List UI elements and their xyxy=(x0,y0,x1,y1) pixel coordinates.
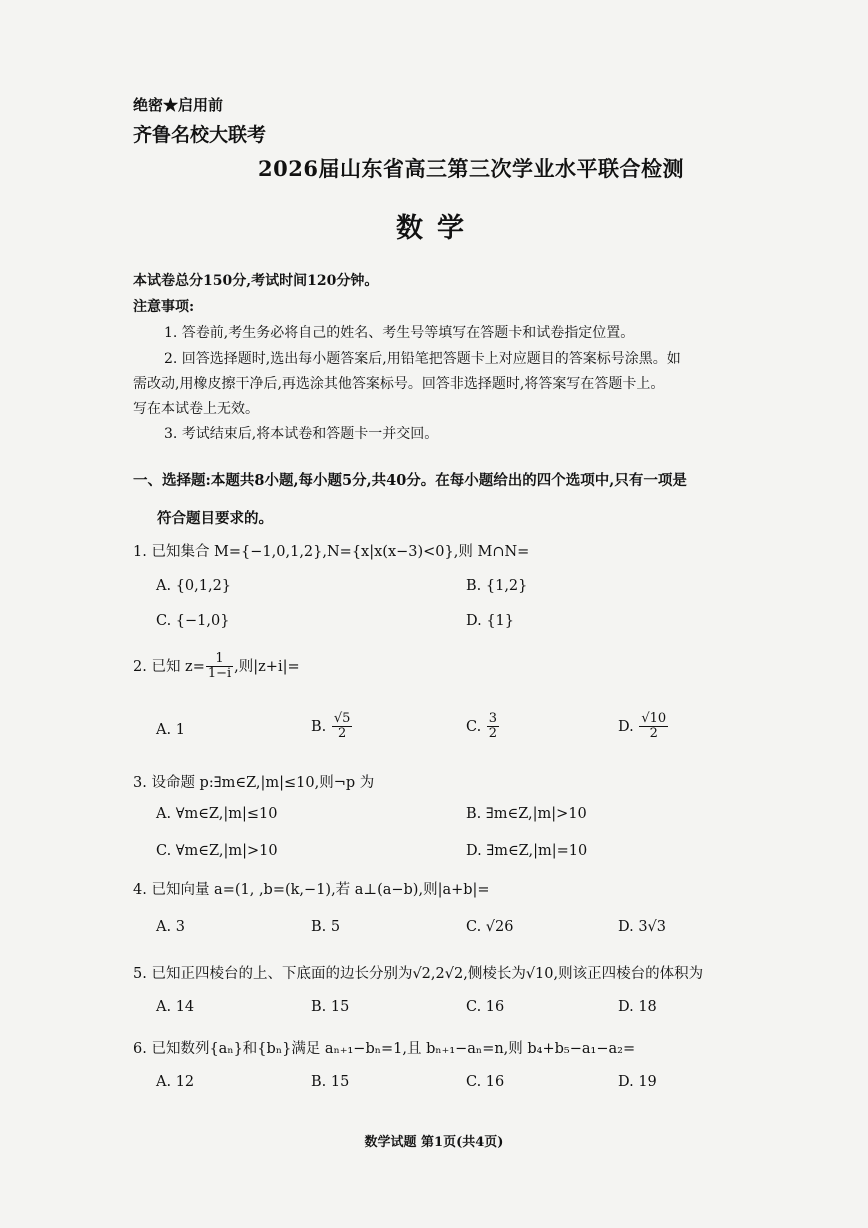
question-2-fraction-num: 1 xyxy=(206,652,233,667)
question-6-stem: 6. 已知数列{aₙ}和{bₙ}满足 aₙ₊₁−bₙ=1,且 bₙ₊₁−aₙ=n,则 b₄+b₅−a₁−a₂= xyxy=(133,1041,636,1057)
question-2-option-c-fraction xyxy=(487,712,499,742)
notice-title: 注意事项: xyxy=(133,299,195,315)
question-5-option-a: A. 14 xyxy=(156,999,195,1015)
option-c-label: C. xyxy=(466,718,482,735)
fraction-num: √5 xyxy=(333,711,351,726)
question-3-option-a: A. ∀m∈Z,|m|≤10 xyxy=(156,806,278,822)
question-3-option-b: B. ∃m∈Z,|m|>10 xyxy=(466,806,587,822)
exam-union-name: 齐鲁名校大联考 xyxy=(133,124,267,146)
note-2-end: 写在本试卷上无效。 xyxy=(133,401,259,417)
question-2-fraction-den: 1−i xyxy=(207,666,232,682)
fraction-den: 2 xyxy=(649,726,658,742)
question-2-stem-pre: 2. 已知 z= xyxy=(133,658,205,675)
question-2-stem-post: ,则|z+i|= xyxy=(234,658,300,675)
fraction-den: 2 xyxy=(338,726,347,742)
fraction-den: 2 xyxy=(488,726,498,742)
question-1-option-a: A. {0,1,2} xyxy=(156,578,232,594)
note-2: 2. 回答选择题时,选出每小题答案后,用铅笔把答题卡上对应题目的答案标号涂黑。如 xyxy=(164,351,681,367)
question-1-option-b: B. {1,2} xyxy=(466,578,528,594)
question-4-stem: 4. 已知向量 a=(1, ,b=(k,−1),若 a⊥(a−b),则|a+b|= xyxy=(133,882,490,898)
question-3-option-c: C. ∀m∈Z,|m|>10 xyxy=(156,843,278,859)
question-6-option-a: A. 12 xyxy=(156,1074,195,1090)
question-4-option-a: A. 3 xyxy=(156,919,185,935)
question-5-option-b: B. 15 xyxy=(311,999,350,1015)
question-4-option-b: B. 5 xyxy=(311,919,341,935)
question-5-stem: 5. 已知正四棱台的上、下底面的边长分别为√2,2√2,侧棱长为√10,则该正四棱台的体积为 xyxy=(133,966,704,982)
fraction-num: √10 xyxy=(641,711,667,726)
secret-label: 绝密★启用前 xyxy=(133,96,224,114)
exam-title: 2026届山东省高三第三次学业水平联合检测 xyxy=(258,156,684,181)
question-5-option-c: C. 16 xyxy=(466,999,505,1015)
question-2-option-c xyxy=(466,712,500,742)
question-6-option-d: D. 19 xyxy=(618,1074,657,1090)
note-1: 1. 答卷前,考生务必将自己的姓名、考生号等填写在答题卡和试卷指定位置。 xyxy=(164,325,635,341)
question-2-stem xyxy=(133,652,300,682)
fraction-num: 3 xyxy=(488,711,498,726)
question-2-option-d-fraction xyxy=(639,712,668,742)
subject-title: 数学 xyxy=(396,213,478,244)
question-2-option-a: A. 1 xyxy=(156,722,185,738)
question-6-option-b: B. 15 xyxy=(311,1074,350,1090)
question-4-option-d: D. 3√3 xyxy=(618,919,667,935)
question-5-option-d: D. 18 xyxy=(618,999,657,1015)
section-heading-cont: 符合题目要求的。 xyxy=(157,510,273,527)
question-4-option-c: C. √26 xyxy=(466,919,514,935)
question-3-stem: 3. 设命题 p:∃m∈Z,|m|≤10,则¬p 为 xyxy=(133,775,375,791)
question-2-option-b xyxy=(311,712,353,742)
option-b-label: B. xyxy=(311,718,327,735)
section-heading: 一、选择题:本题共8小题,每小题5分,共40分。在每小题给出的四个选项中,只有一项是 xyxy=(133,472,687,489)
page-footer: 数学试题 第1页(共4页) xyxy=(364,1135,504,1150)
question-1-option-d: D. {1} xyxy=(466,613,515,629)
question-1-stem: 1. 已知集合 M={−1,0,1,2},N={x|x(x−3)<0},则 M∩N= xyxy=(133,544,530,560)
note-3: 3. 考试结束后,将本试卷和答题卡一并交回。 xyxy=(164,426,439,442)
question-2-fraction xyxy=(206,652,233,682)
question-6-option-c: C. 16 xyxy=(466,1074,505,1090)
note-2-cont: 需改动,用橡皮擦干净后,再选涂其他答案标号。回答非选择题时,将答案写在答题卡上。 xyxy=(133,376,665,392)
score-line: 本试卷总分150分,考试时间120分钟。 xyxy=(133,273,379,289)
question-1-option-c: C. {−1,0} xyxy=(156,613,230,629)
question-2-option-d xyxy=(618,712,669,742)
question-3-option-d: D. ∃m∈Z,|m|=10 xyxy=(466,843,588,859)
question-2-option-b-fraction xyxy=(332,712,353,742)
option-d-label: D. xyxy=(618,718,634,735)
